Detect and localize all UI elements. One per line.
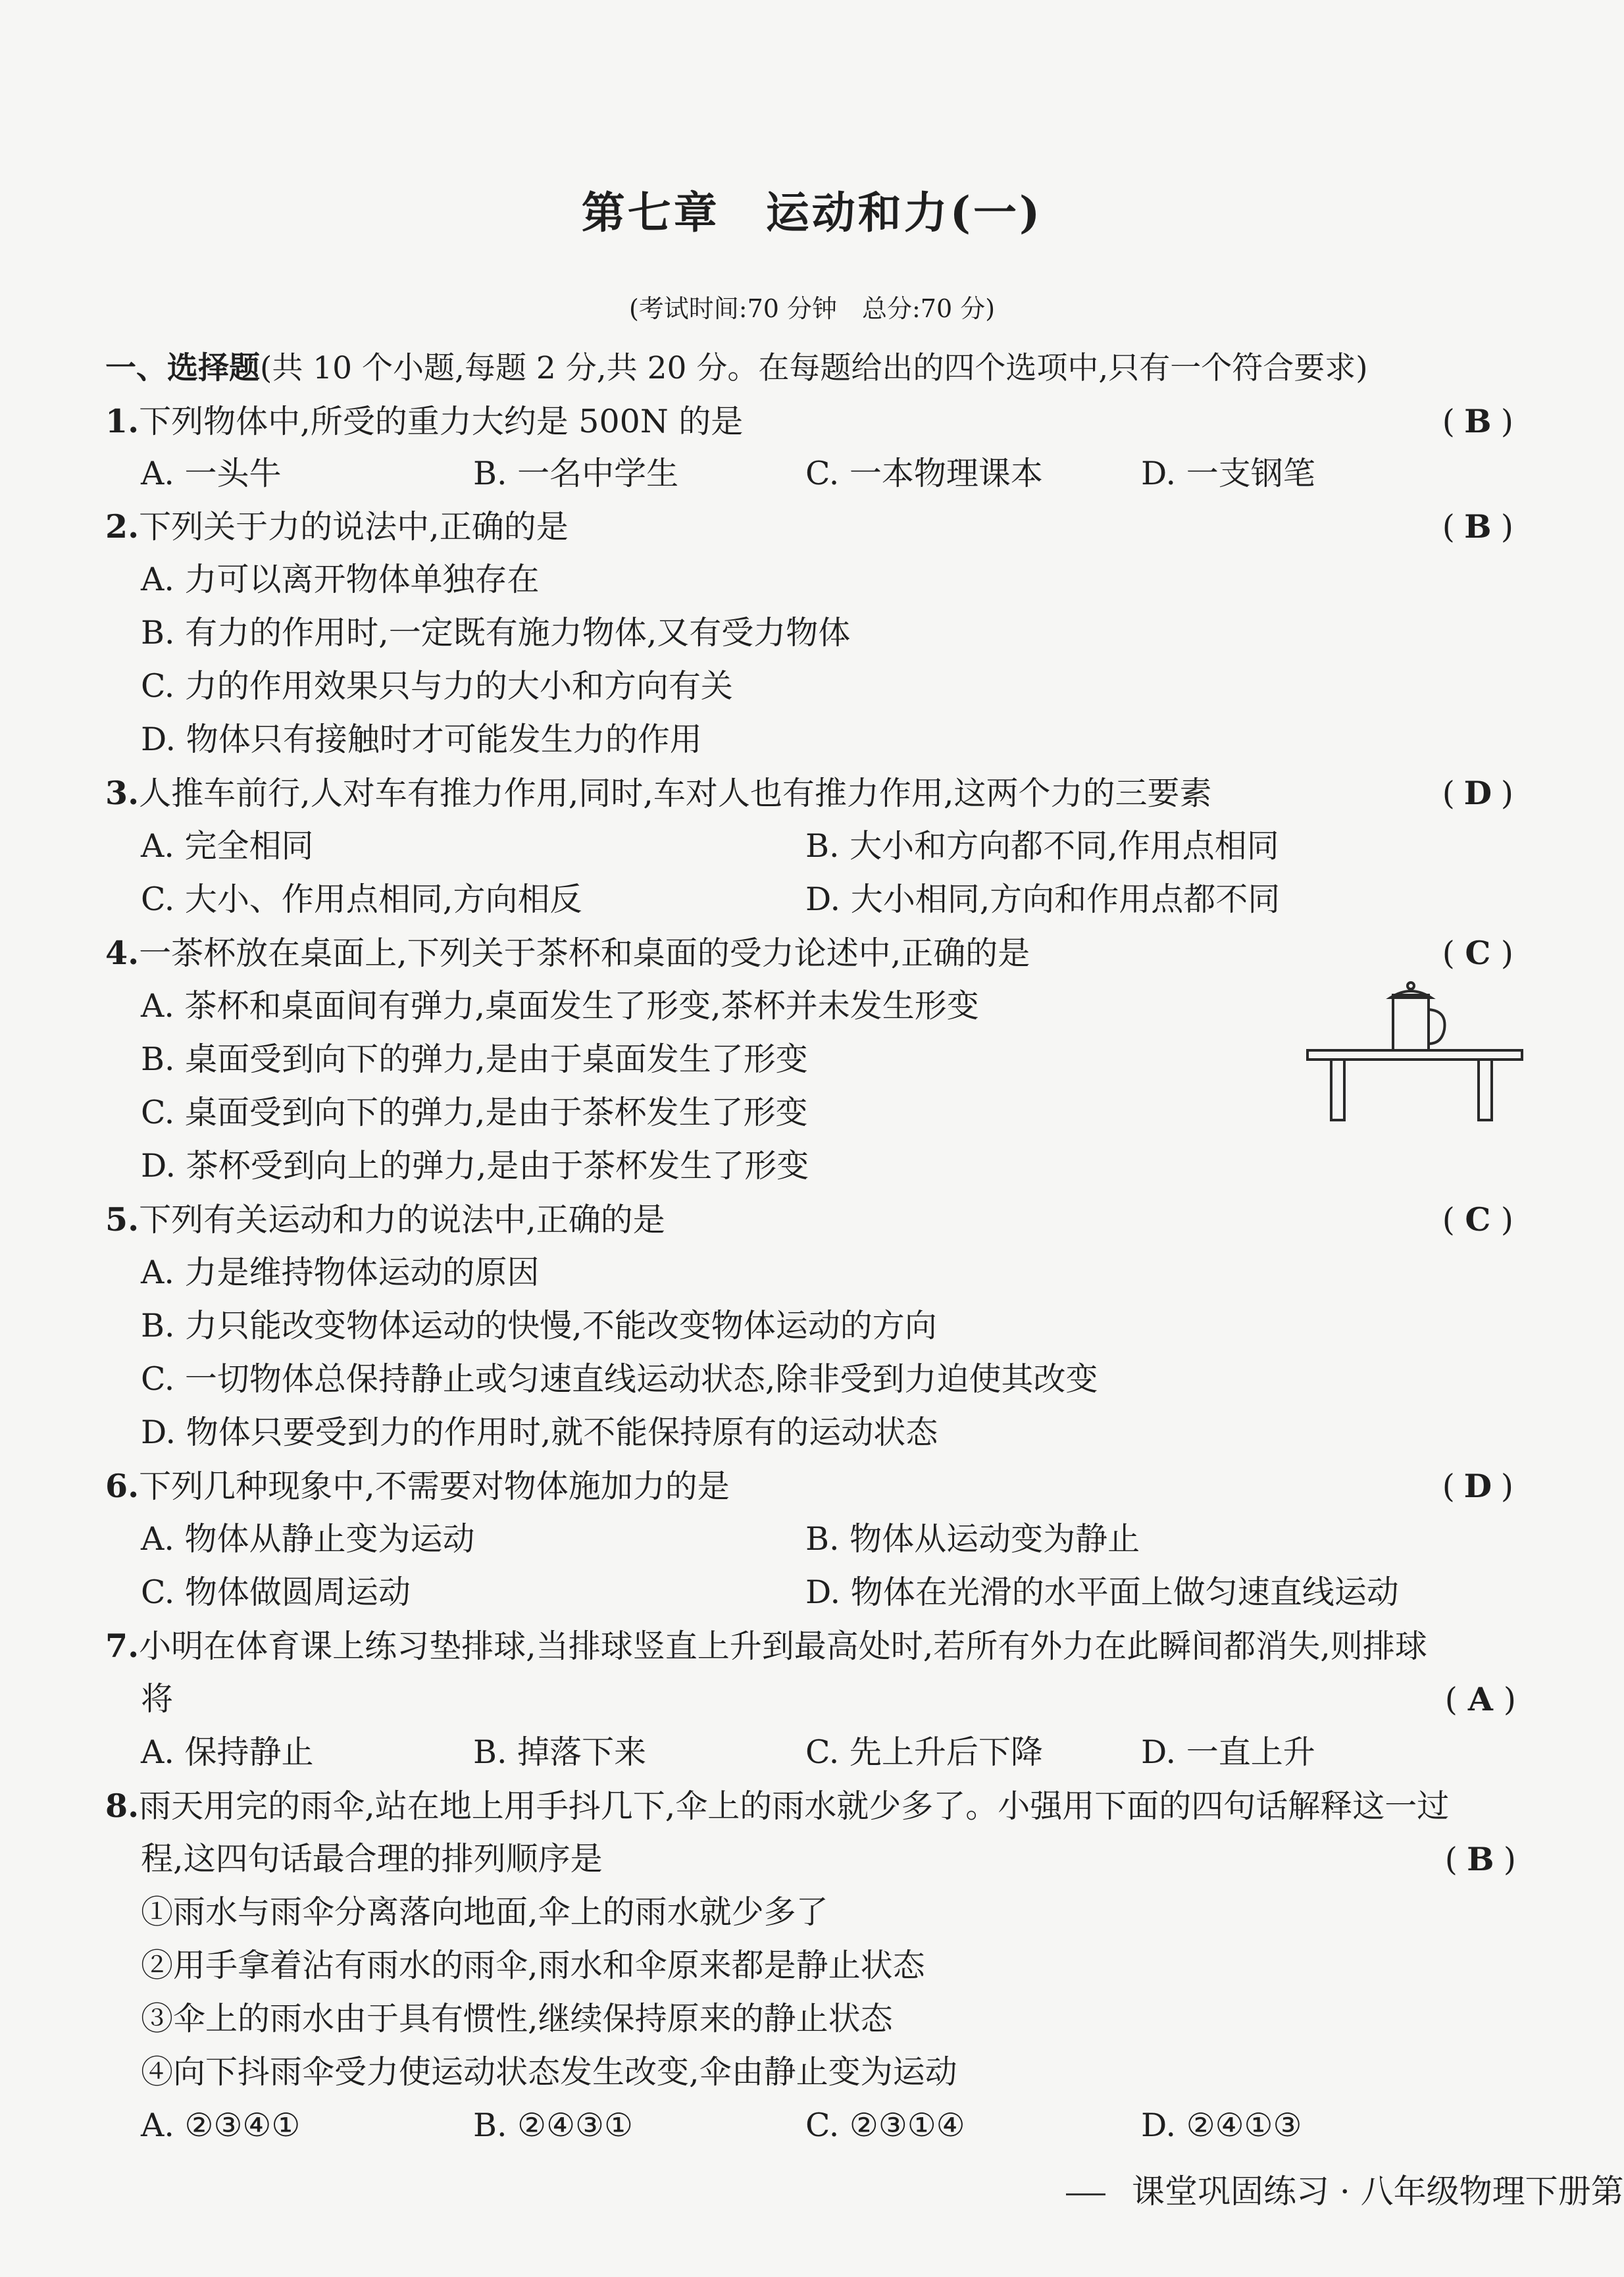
- question-text: 雨天用完的雨伞,站在地上用手抖几下,伞上的雨水就少多了。小强用下面的四句话解释这一过: [139, 1787, 1450, 1825]
- option-d: D. 物体只要受到力的作用时,就不能保持原有的运动状态: [141, 1414, 938, 1451]
- answer-box: ( C ): [1442, 1193, 1513, 1246]
- option-a: A. 力是维持物体运动的原因: [141, 1254, 540, 1291]
- question-8-continued: [141, 1833, 1523, 1885]
- option-c: C. 一切物体总保持静止或匀速直线运动状态,除非受到力迫使其改变: [141, 1360, 1098, 1398]
- question-text-continued: 程,这四句话最合理的排列顺序是: [141, 1840, 603, 1878]
- options-row: [141, 820, 1523, 873]
- question-text: 下列有关运动和力的说法中,正确的是: [139, 1201, 665, 1239]
- teacup-on-table-figure: [1306, 981, 1523, 1125]
- question-text-continued: 将: [141, 1680, 174, 1718]
- option-c: C. 力的作用效果只与力的大小和方向有关: [141, 667, 733, 705]
- answer-box: ( D ): [1442, 767, 1513, 820]
- option-d: D. ②④①③: [1141, 2107, 1302, 2144]
- answer-letter: B: [1464, 507, 1492, 546]
- option-c: C. 先上升后下降: [805, 1733, 1043, 1771]
- question-3: [105, 767, 1520, 819]
- answer-letter: D: [1463, 1467, 1492, 1505]
- question-number: 1.: [105, 402, 140, 440]
- section-note: (共 10 个小题,每题 2 分,共 20 分。在每题给出的四个选项中,只有一个符合要求): [260, 350, 1368, 386]
- options-row: [141, 873, 1523, 926]
- question-1: [105, 395, 1520, 448]
- question-4: [105, 927, 1520, 979]
- option-d: D. 一支钢笔: [1141, 455, 1315, 492]
- option-b: B. 有力的作用时,一定既有施力物体,又有受力物体: [141, 614, 851, 652]
- answer-letter: A: [1467, 1680, 1493, 1718]
- answer-box: ( B ): [1445, 1833, 1516, 1886]
- teacup-knob: [1408, 983, 1414, 989]
- option-d: D. 大小相同,方向和作用点都不同: [805, 881, 1281, 918]
- question-text: 小明在体育课上练习垫排球,当排球竖直上升到最高处时,若所有外力在此瞬间都消失,则排球: [139, 1627, 1427, 1665]
- question-number: 8.: [105, 1787, 140, 1825]
- option-c: C. 桌面受到向下的弹力,是由于茶杯发生了形变: [141, 1094, 808, 1131]
- option-a: A. 一头牛: [141, 455, 282, 492]
- option-d: D. 物体只有接触时才可能发生力的作用: [141, 721, 702, 758]
- teacup-body: [1393, 995, 1429, 1050]
- option-a: A. ②③④①: [141, 2107, 301, 2144]
- option-a: A. 力可以离开物体单独存在: [141, 561, 540, 598]
- table-leg-right: [1479, 1060, 1492, 1120]
- table-top: [1307, 1050, 1522, 1060]
- question-number: 5.: [105, 1200, 140, 1239]
- options-row: [141, 1513, 1523, 1566]
- table-leg-left: [1331, 1060, 1344, 1120]
- answer-letter: C: [1465, 1200, 1491, 1239]
- statement-1: ①雨水与雨伞分离落向地面,伞上的雨水就少多了: [141, 1893, 828, 1931]
- question-number: 2.: [105, 507, 140, 546]
- question-7: [105, 1620, 1520, 1672]
- teacup-handle: [1429, 1010, 1445, 1044]
- answer-box: ( C ): [1442, 927, 1513, 980]
- question-text: 下列关于力的说法中,正确的是: [139, 508, 569, 546]
- option-b: B. 大小和方向都不同,作用点相同: [805, 827, 1279, 865]
- answer-box: ( B ): [1442, 395, 1513, 448]
- question-2: [105, 500, 1520, 553]
- question-8: [105, 1779, 1520, 1832]
- answer-letter: B: [1464, 402, 1492, 440]
- question-number: 4.: [105, 934, 140, 972]
- question-6: [105, 1460, 1520, 1512]
- option-c: C. 一本物理课本: [805, 455, 1043, 492]
- exam-info: (考试时间:70 分钟 总分:70 分): [628, 294, 996, 323]
- question-text: 下列物体中,所受的重力大约是 500N 的是: [139, 403, 744, 440]
- page-footer: [1066, 2165, 1624, 2218]
- options-row: [141, 1726, 1523, 1779]
- options-row: [141, 1566, 1523, 1619]
- option-d: D. 物体在光滑的水平面上做匀速直线运动: [805, 1573, 1399, 1611]
- question-number: 3.: [105, 774, 140, 812]
- option-b: B. 掉落下来: [473, 1733, 647, 1771]
- option-d: D. 茶杯受到向上的弹力,是由于茶杯发生了形变: [141, 1147, 809, 1185]
- answer-box: ( A ): [1445, 1673, 1516, 1726]
- chapter-number: 第七章: [581, 187, 720, 238]
- question-number: 7.: [105, 1627, 140, 1665]
- question-5: [105, 1193, 1520, 1246]
- statement-3: ③伞上的雨水由于具有惯性,继续保持原来的静止状态: [141, 2000, 893, 2037]
- answer-letter: D: [1463, 774, 1492, 812]
- option-c: C. ②③①④: [805, 2107, 965, 2144]
- options-row: [141, 448, 1523, 500]
- option-b: B. 力只能改变物体运动的快慢,不能改变物体运动的方向: [141, 1307, 937, 1344]
- section-label: 一、选择题: [105, 350, 260, 386]
- option-b: B. 物体从运动变为静止: [805, 1520, 1140, 1558]
- section-header: [105, 342, 1520, 395]
- options-row: [141, 2099, 1523, 2152]
- option-a: A. 物体从静止变为运动: [141, 1520, 475, 1558]
- footer-text: 课堂巩固练习 · 八年级物理下册第: [1132, 2172, 1624, 2211]
- question-number: 6.: [105, 1467, 140, 1505]
- option-a: A. 完全相同: [141, 827, 314, 865]
- chapter-title: [0, 178, 1624, 240]
- footer-dash: [1066, 2193, 1105, 2195]
- answer-letter: C: [1465, 934, 1491, 972]
- option-a: A. 保持静止: [141, 1733, 314, 1771]
- statement-4: ④向下抖雨伞受力使运动状态发生改变,伞由静止变为运动: [141, 2053, 957, 2091]
- option-b: B. 一名中学生: [473, 455, 679, 492]
- option-a: A. 茶杯和桌面间有弹力,桌面发生了形变,茶杯并未发生形变: [141, 987, 979, 1025]
- option-b: B. 桌面受到向下的弹力,是由于桌面发生了形变: [141, 1040, 808, 1078]
- answer-box: ( D ): [1442, 1460, 1513, 1513]
- option-c: C. 大小、作用点相同,方向相反: [141, 881, 582, 918]
- option-c: C. 物体做圆周运动: [141, 1573, 411, 1611]
- option-d: D. 一直上升: [1141, 1733, 1315, 1771]
- option-b: B. ②④③①: [473, 2107, 633, 2144]
- chapter-name: 运动和力(一): [765, 187, 1043, 238]
- question-text: 人推车前行,人对车有推力作用,同时,车对人也有推力作用,这两个力的三要素: [139, 775, 1212, 812]
- answer-letter: B: [1467, 1840, 1494, 1878]
- answer-box: ( B ): [1442, 500, 1513, 553]
- question-7-continued: [141, 1673, 1523, 1726]
- question-text: 一茶杯放在桌面上,下列关于茶杯和桌面的受力论述中,正确的是: [139, 934, 1030, 972]
- question-text: 下列几种现象中,不需要对物体施加力的是: [139, 1468, 730, 1505]
- statement-2: ②用手拿着沾有雨水的雨伞,雨水和伞原来都是静止状态: [141, 1947, 925, 1984]
